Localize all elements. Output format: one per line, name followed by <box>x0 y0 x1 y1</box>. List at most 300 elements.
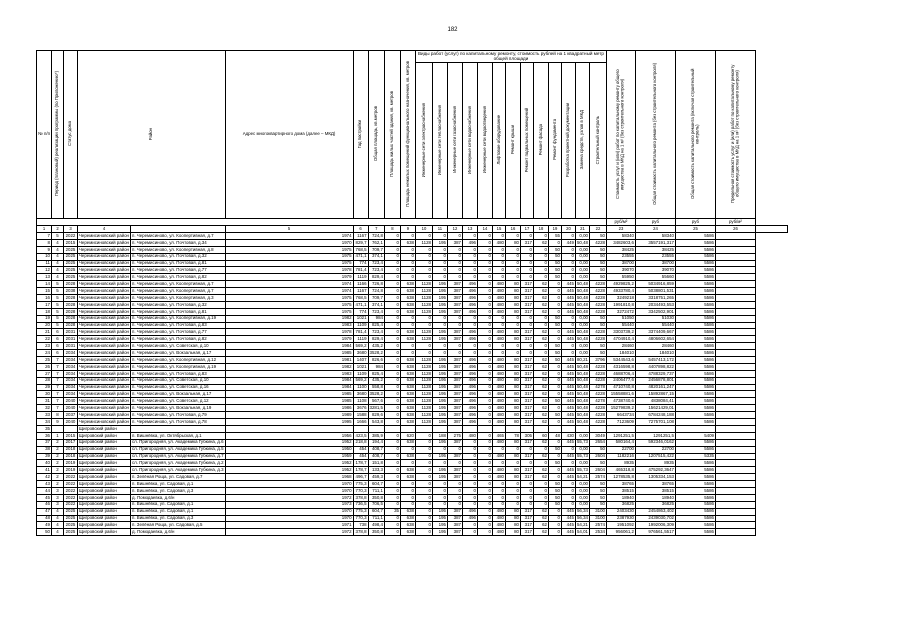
table-cell: 1109 <box>353 322 368 329</box>
table-cell: 0 <box>384 522 400 529</box>
table-cell: 50 <box>548 315 561 322</box>
table-cell: 0 <box>548 439 561 446</box>
table-cell: 0 <box>520 253 533 260</box>
table-cell: 0 <box>384 412 400 419</box>
table-cell: 0 <box>492 274 505 281</box>
unit-total-sk: руб <box>675 219 715 226</box>
table-cell: 0 <box>533 446 548 453</box>
table-cell: 0 <box>400 494 415 501</box>
table-cell-spare <box>715 460 755 467</box>
table-cell: 50 <box>589 267 606 274</box>
table-cell: п. Черемисиново, ул. Вокзальная, д.17 <box>130 391 225 398</box>
table-cell: 775,3 <box>353 481 368 488</box>
table-cell: 0 <box>477 515 492 522</box>
table-cell: п. Черемисиново, ул. Коопертивная, д.7 <box>130 288 225 295</box>
table-cell: 3 <box>52 487 64 494</box>
column-number: 6 <box>353 226 368 233</box>
table-cell: 38 <box>37 446 52 453</box>
table-cell: 638 <box>400 295 415 302</box>
table-row <box>37 474 788 481</box>
table-cell: 22700 <box>635 446 675 453</box>
table-cell: 62 <box>533 419 548 426</box>
table-cell: 5344543,6 <box>606 357 635 364</box>
table-cell: 0 <box>432 322 447 329</box>
table-cell: 317 <box>520 419 533 426</box>
table-cell: 15621429,01 <box>635 405 675 412</box>
table-cell: 0 <box>477 329 492 336</box>
table-cell: 775,3 <box>353 508 368 515</box>
table-cell: 50 <box>548 481 561 488</box>
table-row <box>37 398 788 405</box>
column-number: 19 <box>548 226 561 233</box>
table-cell: 317 <box>520 363 533 370</box>
table-cell: 317 <box>520 529 533 536</box>
table-cell: 0 <box>462 343 477 350</box>
table-cell: 12 <box>37 267 52 274</box>
table-cell: 317 <box>520 474 533 481</box>
table-cell: 0 <box>447 260 462 267</box>
table-cell: 35 <box>37 425 52 432</box>
table-cell: 0 <box>561 274 575 281</box>
table-cell: Черемисиновский район <box>79 280 129 286</box>
table-cell-spare <box>715 281 755 288</box>
table-cell: 2015 <box>64 432 78 439</box>
table-cell: 2034 <box>64 370 78 377</box>
table-cell: 1950 <box>225 446 353 453</box>
header-lift: Лифтовое оборудование <box>492 63 505 219</box>
table-cell: 62 <box>533 467 548 474</box>
table-cell: 21 <box>37 329 52 336</box>
table-cell: 0 <box>561 322 575 329</box>
table-cell: 0 <box>520 487 533 494</box>
table-cell: 5586 <box>675 446 715 453</box>
table-cell: 62 <box>533 508 548 515</box>
table-cell: 305 <box>520 432 533 439</box>
table-cell: 1956 <box>225 432 353 439</box>
table-cell: 0 <box>432 487 447 494</box>
table-cell: 1182216 <box>606 453 635 460</box>
table-cell: 13 <box>37 274 52 281</box>
header-elec: Инженерные сети электроснабжения <box>415 63 432 219</box>
table-cell <box>589 425 606 432</box>
table-cell: 5586 <box>675 405 715 412</box>
table-cell: 0 <box>505 253 520 260</box>
table-cell: 275 <box>447 432 462 439</box>
table-cell: 80 <box>505 239 520 246</box>
table-cell: 80 <box>505 329 520 336</box>
table-cell: 0 <box>561 446 575 453</box>
table-cell: 0 <box>432 460 447 467</box>
table-cell: п. Черемисиново, ул. Коопертивная, д.19 <box>130 315 225 322</box>
table-cell: 7123609 <box>606 419 635 426</box>
table-cell: 50 <box>589 274 606 281</box>
table-cell: 0 <box>548 474 561 481</box>
table-cell: 5586 <box>675 315 715 322</box>
table-cell: 2034 <box>64 350 78 357</box>
table-cell: 1128 <box>415 288 432 295</box>
table-cell: 2034 <box>64 363 78 370</box>
table-cell: 1959 <box>225 453 353 460</box>
table-cell-spare <box>715 370 755 377</box>
table-cell: 374,1 <box>368 301 384 308</box>
table-cell <box>575 425 589 432</box>
table-cell: 0 <box>477 274 492 281</box>
table-cell: 0 <box>447 487 462 494</box>
table-cell: 2025 <box>64 267 78 274</box>
table-cell: 0 <box>548 329 561 336</box>
table-cell: 0 <box>548 405 561 412</box>
table-cell: 638 <box>400 439 415 446</box>
table-cell: 2028 <box>64 308 78 315</box>
table-cell: 0 <box>477 412 492 419</box>
table-cell: 445 <box>561 281 575 288</box>
table-cell: 4228 <box>589 288 606 295</box>
table-cell: 50 <box>548 253 561 260</box>
table-cell: 38765 <box>606 481 635 488</box>
table-cell: 29 <box>37 384 52 391</box>
table-cell: п. Черемисиново, ул. Почтовая, д.81 <box>130 308 225 315</box>
table-row <box>37 453 788 460</box>
table-cell: п. Черемисиново, ул. Почтовая, д.82 <box>130 336 225 343</box>
table-cell: 0 <box>477 343 492 350</box>
table-cell: 3303739,2 <box>606 329 635 336</box>
table-cell: 0 <box>415 481 432 488</box>
table-cell: 496 <box>462 336 477 343</box>
table-cell: 0 <box>447 446 462 453</box>
table-cell: 0,00 <box>575 253 589 260</box>
table-cell <box>400 425 415 432</box>
table-cell: 4278 <box>589 398 606 405</box>
table-cell: 768,5 <box>353 295 368 302</box>
table-cell: 184010 <box>606 350 635 357</box>
table-cell: 0 <box>533 350 548 357</box>
table-cell: 0 <box>477 260 492 267</box>
table-cell: 317 <box>520 384 533 391</box>
table-cell: 4228 <box>589 295 606 302</box>
header-facade: Ремонт фасада <box>533 63 548 219</box>
header-area: Общая площадь, кв.метров <box>368 51 384 219</box>
table-cell: 4 <box>52 522 64 529</box>
table-cell: 0 <box>477 357 492 364</box>
header-status: Статус дома <box>64 51 78 219</box>
table-cell: 4228 <box>589 363 606 370</box>
table-cell: 317 <box>520 522 533 529</box>
table-cell: 27 <box>37 370 52 377</box>
table-cell: 62 <box>533 329 548 336</box>
table-cell: 2025 <box>64 508 78 515</box>
table-cell: 7 <box>37 233 52 240</box>
table-cell-spare <box>715 267 755 274</box>
table-cell: 80 <box>505 515 520 522</box>
table-cell: 496 <box>462 515 477 522</box>
table-cell: 38765 <box>635 481 675 488</box>
table-cell: 6 <box>52 336 64 343</box>
table-cell: 24 <box>37 350 52 357</box>
table-cell: 48 <box>37 515 52 522</box>
table-row <box>37 322 788 329</box>
table-cell: 0 <box>384 467 400 474</box>
table-cell: 317 <box>520 288 533 295</box>
table-cell: 0,00 <box>575 343 589 350</box>
table-cell <box>533 425 548 432</box>
table-cell: п. Черемисиново, ул. Почтовая, д.34 <box>130 239 225 246</box>
table-cell: 0 <box>447 315 462 322</box>
table-cell-spare <box>715 412 755 419</box>
table-cell: 0 <box>533 274 548 281</box>
table-cell: 50 <box>589 460 606 467</box>
table-row <box>37 467 788 474</box>
table-cell: 0 <box>561 267 575 274</box>
table-cell: 0 <box>384 377 400 384</box>
table-cell: 0 <box>548 529 561 536</box>
table-cell: 0 <box>492 350 505 357</box>
table-cell: п. Вишнёвка, ул. Садовая, д.1 <box>130 501 225 508</box>
table-cell: 5586 <box>675 515 715 522</box>
table-cell: 445 <box>561 370 575 377</box>
table-cell: 1986 <box>225 405 353 412</box>
table-cell: 50 <box>548 412 561 419</box>
table-cell: 0 <box>462 487 477 494</box>
table-cell: 1973 <box>225 501 353 508</box>
table-cell: 445 <box>561 398 575 405</box>
table-cell: 50,48 <box>576 377 588 383</box>
table-cell: 5586 <box>675 295 715 302</box>
table-cell: п. Черемисиново, ул. Вокзальная, д.17 <box>130 350 225 357</box>
table-cell: 445 <box>561 405 575 412</box>
table-cell: 0 <box>533 460 548 467</box>
table-cell: 0 <box>477 377 492 384</box>
table-cell: 0 <box>561 481 575 488</box>
table-cell: 0 <box>477 301 492 308</box>
column-number: 18 <box>533 226 548 233</box>
table-row <box>37 370 788 377</box>
table-cell: 178,7 <box>353 467 368 474</box>
table-cell: 0,00 <box>575 446 589 453</box>
table-cell: 5586 <box>675 522 715 529</box>
table-cell: 50 <box>548 494 561 501</box>
table-cell: 711,1 <box>368 487 384 494</box>
table-cell: 496 <box>462 508 477 515</box>
table-cell: 0 <box>384 439 400 446</box>
table-cell: 0 <box>561 246 575 253</box>
column-number: 1 <box>37 226 52 233</box>
page-number: 182 <box>447 27 458 33</box>
table-cell: 781,4 <box>353 267 368 274</box>
table-cell-spare <box>715 329 755 336</box>
table-cell: 0 <box>462 474 477 481</box>
table-cell: 2034 <box>64 357 78 364</box>
table-cell: Черемисиновский район <box>79 349 129 355</box>
table-cell: 5586 <box>675 391 715 398</box>
table-cell: 984 <box>368 363 384 370</box>
table-cell: 3374409,667 <box>635 329 675 336</box>
table-cell: 638 <box>400 357 415 364</box>
table-cell: 774 <box>353 308 368 315</box>
table-cell: 0 <box>548 384 561 391</box>
table-cell: 317 <box>520 301 533 308</box>
table-cell: 317 <box>520 405 533 412</box>
table-cell: 825,4 <box>368 370 384 377</box>
table-cell: 1108 <box>353 398 368 405</box>
table-cell: 638 <box>400 453 415 460</box>
table-cell: 770,3 <box>353 515 368 522</box>
table-cell: 4228 <box>589 412 606 419</box>
table-row <box>37 377 788 384</box>
table-cell: 0 <box>477 405 492 412</box>
table-row <box>37 412 788 419</box>
table-cell: Щигровский район <box>78 467 131 474</box>
table-cell: 0 <box>492 233 505 240</box>
table-cell: 5034916,859 <box>635 281 675 288</box>
header-cost-sqm: Стоимость услуг и (или) работ по капитальному ремонту общего имущества в МКД на 1 м² (без строительного контроля) <box>606 51 635 219</box>
table-cell: 387 <box>447 529 462 536</box>
table-cell: 435,2 <box>368 343 384 350</box>
table-cell: 2040 <box>64 405 78 412</box>
table-cell: 0 <box>477 370 492 377</box>
table-cell: 496 <box>462 308 477 315</box>
table-row <box>37 281 788 288</box>
table-cell: 0 <box>384 529 400 536</box>
table-cell: 317 <box>520 391 533 398</box>
table-cell: 445 <box>561 288 575 295</box>
column-number: 14 <box>477 226 492 233</box>
header-district: Район <box>78 51 226 219</box>
table-cell: 0 <box>384 419 400 426</box>
table-cell: 0 <box>415 350 432 357</box>
table-cell: 1100 <box>353 384 368 391</box>
table-cell: 178,7 <box>353 460 368 467</box>
table-cell: 723,4 <box>368 260 384 267</box>
table-cell: 387 <box>447 439 462 446</box>
table-cell: 80 <box>505 474 520 481</box>
table-cell: 195 <box>432 288 447 295</box>
table-cell: 2 <box>52 481 64 488</box>
table-cell: 387 <box>447 281 462 288</box>
table-cell: 0 <box>492 253 505 260</box>
table-cell: 445 <box>561 308 575 315</box>
table-cell: 4 <box>52 274 64 281</box>
table-cell: 1666 <box>353 419 368 426</box>
table-cell: 5586 <box>675 301 715 308</box>
table-cell: 0 <box>415 439 432 446</box>
table-cell: 3528,2 <box>369 349 383 355</box>
table-cell <box>548 425 561 432</box>
table-cell: 50,48 <box>576 280 588 286</box>
table-cell: 3281,5 <box>369 405 383 410</box>
table-cell: 195 <box>432 529 447 536</box>
header-limit: Предельная стоимость услуг и (или) работ по капитальному ремонту общего имущества в МКД на 1 м² (без строительного контроля) <box>715 51 755 219</box>
table-cell: 80 <box>505 384 520 391</box>
table-cell: 0 <box>415 260 432 267</box>
table-row <box>37 405 788 412</box>
table-cell: 0 <box>384 267 400 274</box>
table-cell: 133,3 <box>368 467 384 474</box>
table-cell: 0 <box>447 274 462 281</box>
table-cell: 3557191,317 <box>635 239 675 246</box>
table-cell: Щигровский район <box>78 453 131 460</box>
table-cell: 0 <box>505 494 520 501</box>
table-cell: 5586 <box>675 487 715 494</box>
table-cell: 1995 <box>225 419 353 426</box>
table-cell: 50 <box>548 350 561 357</box>
table-cell: 0 <box>477 391 492 398</box>
table-cell: 80 <box>505 419 520 426</box>
table-cell: 2534 <box>589 529 606 536</box>
table-cell: 2574 <box>589 474 606 481</box>
table-row <box>37 357 788 364</box>
table-cell: 0 <box>400 315 415 322</box>
table-cell: 55950 <box>606 274 635 281</box>
table-cell: 0 <box>533 260 548 267</box>
table-cell: 15892867,15 <box>635 391 675 398</box>
table-cell: 1128 <box>415 398 432 405</box>
table-cell: 0,00 <box>575 233 589 240</box>
table-cell: 1021 <box>353 363 368 370</box>
table-cell: 0 <box>462 274 477 281</box>
table-cell: 736,5 <box>353 501 368 508</box>
table-cell <box>52 425 64 432</box>
table-cell: сл. Пригородняя, ул. Академика Губкина, д.3 <box>131 467 224 473</box>
table-cell: 37 <box>37 439 52 446</box>
table-cell: 22700 <box>606 446 635 453</box>
table-cell: 50 <box>589 260 606 267</box>
table-cell-spare <box>715 508 755 515</box>
district-group-row <box>37 425 788 432</box>
table-cell: 480 <box>492 419 505 426</box>
table-cell: 1970 <box>225 508 353 515</box>
table-cell: п. Черемисиново, ул. Советская, д.16 <box>130 384 225 391</box>
header-address: Адрес многоквартирного дома (далее – МКД) <box>225 51 353 219</box>
table-cell: 0 <box>415 274 432 281</box>
table-cell: 5586 <box>675 350 715 357</box>
table-cell: 7 <box>52 357 64 364</box>
table-cell: 50 <box>548 274 561 281</box>
table-cell: 0 <box>533 253 548 260</box>
table-cell: 5586 <box>675 253 715 260</box>
table-cell: 496 <box>462 239 477 246</box>
table-cell: 9 <box>37 246 52 253</box>
table-cell: 39070 <box>606 267 635 274</box>
column-number: 4 <box>78 226 131 233</box>
table-cell: 0,00 <box>575 487 589 494</box>
table-cell: 0 <box>384 295 400 302</box>
table-cell: 41 <box>37 467 52 474</box>
header-year: Год постройки <box>353 51 368 219</box>
table-cell: 5586 <box>675 267 715 274</box>
table-cell-spare <box>715 501 755 508</box>
table-cell: 62 <box>533 522 548 529</box>
table-cell: 445 <box>561 384 575 391</box>
table-cell: 638 <box>400 508 415 515</box>
table-cell: 2019 <box>64 467 78 474</box>
table-cell: 4 <box>52 508 64 515</box>
table-cell: 0 <box>462 439 477 446</box>
column-number-row <box>37 226 788 233</box>
table-cell <box>225 425 353 432</box>
table-cell: 317 <box>520 336 533 343</box>
table-cell: 0 <box>462 522 477 529</box>
table-cell: 0 <box>400 233 415 240</box>
table-cell: 62 <box>533 515 548 522</box>
table-cell: 4228 <box>589 336 606 343</box>
header-heat: Инженерные сети теплоснабжения <box>432 63 447 219</box>
table-cell: 36825 <box>606 501 635 508</box>
table-cell: 0 <box>477 246 492 253</box>
table-cell: 0 <box>415 246 432 253</box>
table-cell: п. Вишнёвка, ул. Садовая, д.3 <box>130 515 225 522</box>
table-cell: 387 <box>447 301 462 308</box>
table-cell: 3100 <box>589 508 606 515</box>
